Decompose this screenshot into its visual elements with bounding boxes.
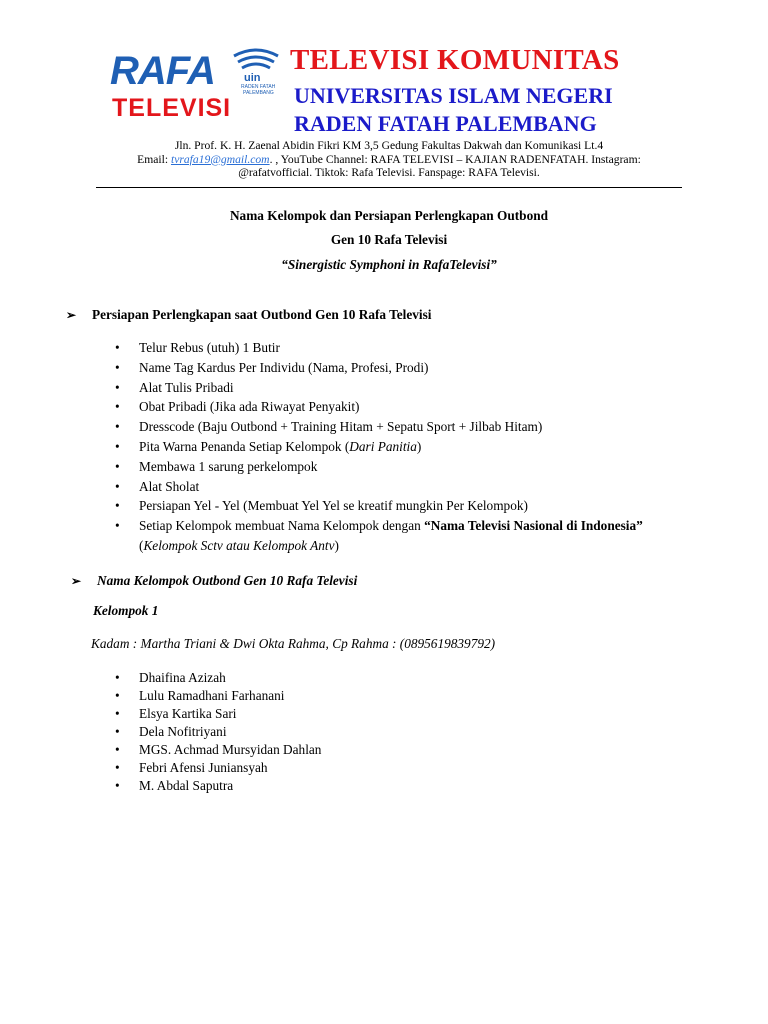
list-item: • Alat Tulis Pribadi [115,378,675,398]
email-link[interactable]: tvrafa19@gmail.com [170,152,270,166]
section-heading-groups: ➢ Nama Kelompok Outbond Gen 10 Rafa Televisi [71,573,358,588]
list-item: • Obat Pribadi (Jika ada Riwayat Penyakit) [115,397,675,417]
group-leader-line: Kadam : Martha Triani & Dwi Okta Rahma, Cp Rahma : (0895619839792) [91,636,496,651]
member-item: • Febri Afensi Juniansyah [115,759,615,777]
letterhead-subtitle-1: UNIVERSITAS ISLAM NEGERI [294,83,613,108]
svg-text:uin: uin [244,72,261,84]
equipment-list [115,338,675,556]
rafa-televisi-logo [106,42,286,122]
member-item: • Lulu Ramadhani Farhanani [115,687,615,705]
list-item: • Dresscode (Baju Outbond + Training Hitam + Sepatu Sport + Jilbab Hitam) [115,417,675,437]
letterhead-subtitle-2: RADEN FATAH PALEMBANG [294,111,597,136]
member-item: • Dela Nofitriyani [115,723,615,741]
letterhead-contact [96,139,682,180]
social-line: @rafatvofficial. Tiktok: Rafa Televisi. Fanspage: RAFA Televisi. [238,166,540,180]
svg-text:RADEN FATAH: RADEN FATAH [241,84,276,90]
letterhead-title: TELEVISI KOMUNITAS [290,44,620,76]
section-heading-equipment: ➢ Persiapan Perlengkapan saat Outbond Gen 10 Rafa Televisi [66,307,432,322]
arrow-bullet-icon: ➢ [66,308,77,322]
document-subtitle: Gen 10 Rafa Televisi [330,232,448,247]
letterhead-divider [96,187,682,188]
uin-emblem-icon [234,50,278,96]
member-item: • Dhaifina Azizah [115,669,615,687]
address-line: Jln. Prof. K. H. Zaenal Abidin Fikri KM 3,5 Gedung Fakultas Dakwah dan Komunikasi Lt.4 [174,139,604,152]
svg-text:PALEMBANG: PALEMBANG [243,90,274,96]
member-item: • MGS. Achmad Mursyidan Dahlan [115,741,615,759]
member-list [115,669,615,795]
list-item: • Telur Rebus (utuh) 1 Butir [115,338,675,358]
list-item: • Name Tag Kardus Per Individu (Nama, Profesi, Prodi) [115,358,675,378]
logo-televisi-text: TELEVISI [112,94,232,122]
arrow-bullet-icon: ➢ [71,574,82,588]
list-item: • Alat Sholat [115,477,675,497]
document-title: Nama Kelompok dan Persiapan Perlengkapan Outbond [229,208,549,223]
member-item: • M. Abdal Saputra [115,777,615,795]
document-tagline: “Sinergistic Symphoni in RafaTelevisi” [281,257,497,272]
logo-rafa-text: RAFA [110,49,215,93]
list-item: • Persiapan Yel - Yel (Membuat Yel Yel se kreatif mungkin Per Kelompok) [115,496,675,516]
list-item: • Pita Warna Penanda Setiap Kelompok (Dari Panitia) [115,437,675,457]
member-item: • Elsya Kartika Sari [115,705,615,723]
list-item: • Membawa 1 sarung perkelompok [115,457,675,477]
list-item: • Setiap Kelompok membuat Nama Kelompok dengan “Nama Televisi Nasional di Indonesia” (Kelompok Sctv atau Kelompok Antv) [115,516,675,556]
contact-line: Email: tvrafa19@gmail.com. , YouTube Channel: RAFA TELEVISI – KAJIAN RADENFATAH. Instagram: [137,152,641,166]
group-title: Kelompok 1 [93,603,159,618]
